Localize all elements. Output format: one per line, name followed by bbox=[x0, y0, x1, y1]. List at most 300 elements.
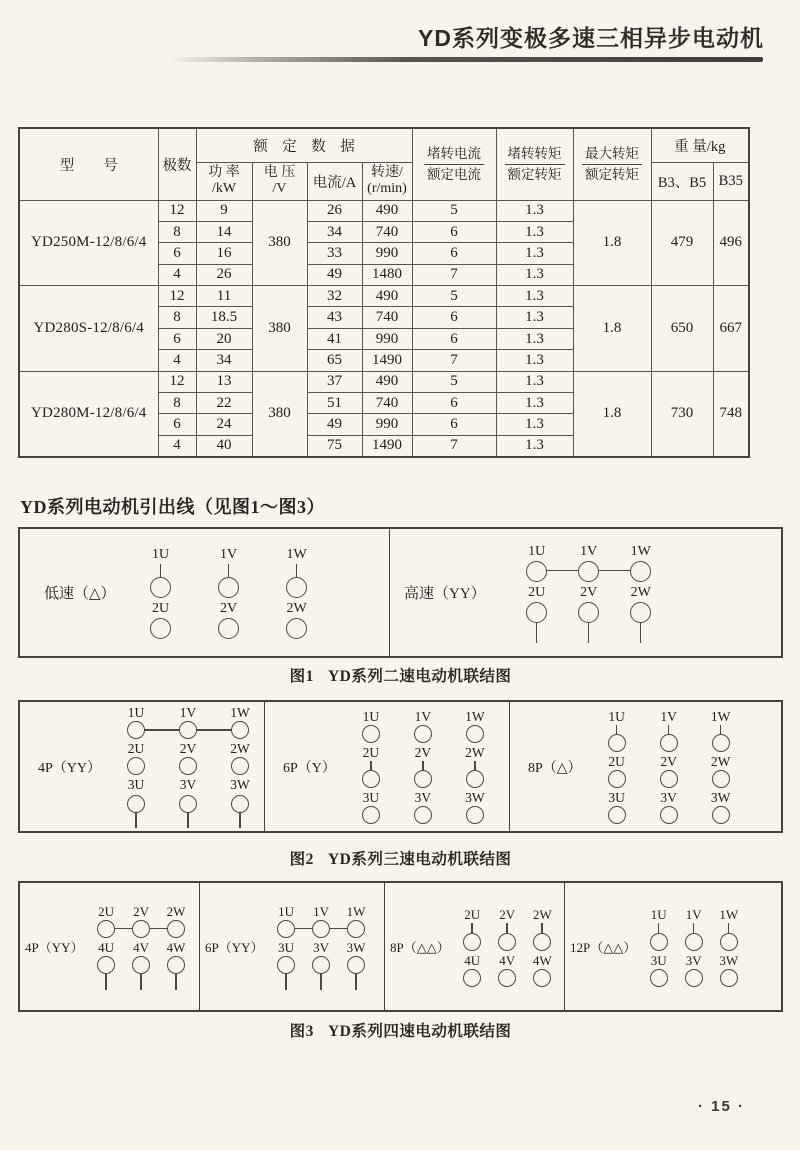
terminal-row bbox=[594, 790, 744, 824]
terminal-circle bbox=[231, 757, 249, 775]
locked-current-cell: 5 bbox=[412, 200, 496, 221]
terminal-circle bbox=[712, 806, 730, 824]
locked-torque-cell: 1.3 bbox=[496, 371, 573, 392]
speed-cell: 1490 bbox=[362, 350, 412, 371]
wire-tail-line bbox=[320, 974, 322, 990]
terminal-cell bbox=[452, 790, 498, 824]
terminal-cell bbox=[113, 741, 159, 775]
terminal-grid bbox=[113, 705, 263, 828]
current-cell: 41 bbox=[307, 328, 362, 349]
terminal-circle bbox=[167, 920, 185, 938]
terminal-label: 1U bbox=[362, 709, 380, 724]
terminal-cell bbox=[269, 940, 304, 990]
wire-leadin-line bbox=[616, 725, 618, 734]
figure-caption-2 bbox=[18, 847, 783, 869]
terminal-cell bbox=[400, 745, 446, 788]
poles-cell: 4 bbox=[158, 350, 196, 371]
locked-current-numerator: 堵转电流 bbox=[424, 145, 484, 165]
terminal-grid bbox=[455, 907, 560, 987]
terminal-circle bbox=[414, 725, 432, 743]
terminal-circle bbox=[167, 956, 185, 974]
terminal-cell bbox=[274, 546, 320, 598]
terminal-circle bbox=[712, 770, 730, 788]
section-title: YD系列电动机引出线（见图1～图3） bbox=[20, 497, 325, 517]
terminal-circle bbox=[312, 956, 330, 974]
terminal-circle bbox=[218, 577, 239, 598]
terminal-label: 2W bbox=[230, 741, 250, 756]
terminal-row bbox=[455, 953, 560, 987]
current-cell: 32 bbox=[307, 286, 362, 307]
terminal-circle bbox=[286, 577, 307, 598]
terminal-cell bbox=[641, 907, 676, 951]
terminal-label: 1V bbox=[219, 547, 238, 562]
terminal-circle bbox=[608, 770, 626, 788]
terminal-circle bbox=[533, 933, 551, 951]
col-header-speed: 转速/ (r/min) bbox=[362, 162, 412, 200]
terminal-circle bbox=[526, 602, 547, 623]
model-cell: YD280S-12/8/6/4 bbox=[19, 286, 158, 372]
col-header-rated-data: 额 定 数 据 bbox=[196, 128, 412, 162]
terminal-row bbox=[641, 907, 746, 951]
terminal-label: 2W bbox=[710, 754, 731, 769]
terminal-label: 4V bbox=[133, 939, 149, 955]
terminal-cell bbox=[400, 709, 446, 743]
terminal-circle bbox=[630, 602, 651, 623]
figure-panel bbox=[20, 529, 390, 656]
terminal-grid bbox=[514, 543, 664, 643]
figure-caption-number: 图1 bbox=[289, 668, 314, 685]
power-cell: 26 bbox=[196, 264, 252, 285]
terminal-row bbox=[89, 904, 194, 938]
terminal-label: 2V bbox=[580, 584, 598, 600]
terminal-label: 2V bbox=[414, 745, 432, 760]
speed-cell: 740 bbox=[362, 393, 412, 414]
terminal-label: 2V bbox=[219, 601, 238, 616]
locked-current-cell: 5 bbox=[412, 371, 496, 392]
terminal-label: 4W bbox=[532, 952, 552, 968]
power-cell: 34 bbox=[196, 350, 252, 371]
spec-table-body bbox=[19, 200, 749, 457]
figure-panel bbox=[20, 883, 200, 1010]
terminal-grid bbox=[594, 709, 744, 824]
col-header-voltage: 电 压 /V bbox=[252, 162, 307, 200]
terminal-label: 1W bbox=[465, 709, 485, 724]
col-header-weight: 重 量/kg bbox=[651, 128, 749, 162]
terminal-circle bbox=[660, 734, 678, 752]
terminal-cell bbox=[514, 584, 560, 643]
terminal-circle bbox=[414, 770, 432, 788]
model-cell: YD280M-12/8/6/4 bbox=[19, 371, 158, 457]
terminal-circle bbox=[132, 920, 150, 938]
speed-cell: 740 bbox=[362, 307, 412, 328]
terminal-circle bbox=[466, 770, 484, 788]
terminal-circle bbox=[312, 920, 330, 938]
terminal-cell bbox=[113, 705, 159, 739]
locked-current-cell: 6 bbox=[412, 393, 496, 414]
terminal-grid bbox=[269, 904, 374, 990]
panel-label: 4P（YY） bbox=[25, 940, 84, 955]
terminal-grid bbox=[641, 907, 746, 987]
spec-table-wrap bbox=[18, 127, 748, 458]
col-header-power: 功 率 /kW bbox=[196, 162, 252, 200]
wire-leadin-line bbox=[506, 923, 508, 933]
terminal-label: 1U bbox=[650, 906, 667, 922]
wire-tail-line bbox=[105, 974, 107, 990]
terminal-circle bbox=[630, 561, 651, 582]
terminal-cell bbox=[159, 904, 194, 938]
terminal-cell bbox=[89, 940, 124, 990]
terminal-cell bbox=[594, 790, 640, 824]
weight-b3b5-cell: 650 bbox=[651, 286, 713, 372]
spec-table bbox=[18, 127, 750, 458]
terminal-row bbox=[113, 777, 263, 828]
col-header-poles: 极数 bbox=[158, 128, 196, 200]
terminal-circle bbox=[578, 561, 599, 582]
terminal-row bbox=[113, 741, 263, 775]
terminal-label: 4U bbox=[464, 952, 481, 968]
terminal-label: 3W bbox=[346, 939, 366, 955]
wire-tail-line bbox=[588, 623, 590, 643]
terminal-cell bbox=[339, 904, 374, 938]
terminal-cell bbox=[490, 953, 525, 987]
terminal-label: 3W bbox=[230, 777, 250, 792]
speed-cell: 1490 bbox=[362, 435, 412, 456]
figure-caption-text: YD系列三速电动机联结图 bbox=[327, 851, 512, 868]
current-cell: 49 bbox=[307, 414, 362, 435]
poles-cell: 8 bbox=[158, 307, 196, 328]
locked-torque-denominator: 额定转矩 bbox=[507, 166, 562, 182]
speed-cell: 490 bbox=[362, 200, 412, 221]
wire-leadin-line bbox=[296, 564, 298, 577]
weight-b35-cell: 748 bbox=[713, 371, 749, 457]
terminal-cell bbox=[455, 953, 490, 987]
page-title: YD系列变极多速三相异步电动机 bbox=[418, 25, 764, 51]
terminal-row bbox=[348, 790, 498, 824]
terminal-cell bbox=[165, 705, 211, 739]
terminal-cell bbox=[217, 705, 263, 739]
panel-label: 12P（△△） bbox=[570, 940, 637, 955]
terminal-row bbox=[594, 709, 744, 752]
panel-label: 高速（YY） bbox=[404, 586, 486, 602]
wire-leadin-line bbox=[658, 923, 660, 933]
terminal-label: 3U bbox=[127, 777, 145, 792]
wire-leadin-line bbox=[422, 761, 424, 770]
terminal-label: 2W bbox=[532, 906, 552, 922]
terminal-circle bbox=[150, 618, 171, 639]
terminal-circle bbox=[526, 561, 547, 582]
terminal-label: 2U bbox=[608, 754, 625, 769]
power-cell: 14 bbox=[196, 221, 252, 242]
terminal-label: 4U bbox=[98, 939, 114, 955]
poles-cell: 4 bbox=[158, 435, 196, 456]
wire-tail-line bbox=[140, 974, 142, 990]
terminal-cell bbox=[618, 584, 664, 643]
terminal-label: 2W bbox=[630, 584, 651, 600]
terminal-label: 2U bbox=[464, 906, 481, 922]
terminal-circle bbox=[362, 806, 380, 824]
poles-cell: 6 bbox=[158, 243, 196, 264]
terminal-circle bbox=[650, 969, 668, 987]
current-cell: 37 bbox=[307, 371, 362, 392]
locked-current-cell: 6 bbox=[412, 414, 496, 435]
terminal-cell bbox=[646, 754, 692, 788]
terminal-label: 2V bbox=[660, 754, 677, 769]
wire-leadin-line bbox=[160, 564, 162, 577]
terminal-cell bbox=[165, 777, 211, 828]
terminal-cell bbox=[274, 600, 320, 639]
terminal-label: 2V bbox=[133, 903, 149, 919]
terminal-label: 1W bbox=[286, 547, 307, 562]
terminal-circle bbox=[720, 933, 738, 951]
terminal-label: 1V bbox=[685, 906, 702, 922]
terminal-cell bbox=[698, 709, 744, 752]
voltage-cell: 380 bbox=[252, 200, 307, 286]
weight-b35-cell: 496 bbox=[713, 200, 749, 286]
terminal-label: 1W bbox=[710, 709, 731, 724]
figure-panel bbox=[200, 883, 385, 1010]
terminal-circle bbox=[463, 933, 481, 951]
weight-b3b5-cell: 730 bbox=[651, 371, 713, 457]
locked-torque-cell: 1.3 bbox=[496, 286, 573, 307]
terminal-label: 1W bbox=[346, 903, 366, 919]
figure-caption-text: YD系列四速电动机联结图 bbox=[327, 1023, 512, 1040]
terminal-circle bbox=[150, 577, 171, 598]
terminal-label: 3U bbox=[278, 939, 294, 955]
poles-cell: 6 bbox=[158, 414, 196, 435]
wire-leadin-line bbox=[474, 761, 476, 770]
terminal-label: 2W bbox=[465, 745, 485, 760]
terminal-label: 2W bbox=[166, 903, 186, 919]
terminal-label: 2U bbox=[98, 903, 114, 919]
terminal-cell bbox=[452, 745, 498, 788]
wire-tail-line bbox=[355, 974, 357, 990]
terminal-cell bbox=[525, 907, 560, 951]
poles-cell: 4 bbox=[158, 264, 196, 285]
figure-panel bbox=[265, 702, 510, 831]
poles-cell: 12 bbox=[158, 200, 196, 221]
figure-caption-number: 图3 bbox=[289, 1023, 314, 1040]
terminal-cell bbox=[304, 940, 339, 990]
figure-panel bbox=[20, 702, 265, 831]
terminal-row bbox=[138, 546, 320, 598]
terminal-label: 3W bbox=[710, 790, 731, 805]
terminal-row bbox=[89, 940, 194, 990]
terminal-label: 3V bbox=[414, 790, 432, 805]
terminal-circle bbox=[347, 920, 365, 938]
locked-current-cell: 6 bbox=[412, 328, 496, 349]
terminal-cell bbox=[676, 907, 711, 951]
terminal-circle bbox=[286, 618, 307, 639]
power-cell: 20 bbox=[196, 328, 252, 349]
max-torque-denominator: 额定转矩 bbox=[585, 166, 639, 182]
power-cell: 16 bbox=[196, 243, 252, 264]
wire-leadin-line bbox=[471, 923, 473, 933]
terminal-cell bbox=[400, 790, 446, 824]
terminal-cell bbox=[348, 790, 394, 824]
header-divider-rule bbox=[168, 57, 763, 62]
terminal-circle bbox=[498, 933, 516, 951]
terminal-circle bbox=[712, 734, 730, 752]
voltage-cell: 380 bbox=[252, 371, 307, 457]
figure-caption-text: YD系列二速电动机联结图 bbox=[327, 668, 512, 685]
locked-torque-cell: 1.3 bbox=[496, 243, 573, 264]
terminal-cell bbox=[455, 907, 490, 951]
terminal-circle bbox=[533, 969, 551, 987]
current-cell: 65 bbox=[307, 350, 362, 371]
terminal-cell bbox=[566, 584, 612, 643]
terminal-label: 3W bbox=[465, 790, 485, 805]
terminal-circle bbox=[608, 806, 626, 824]
locked-torque-cell: 1.3 bbox=[496, 328, 573, 349]
locked-torque-cell: 1.3 bbox=[496, 393, 573, 414]
terminal-cell bbox=[698, 790, 744, 824]
terminal-label: 3V bbox=[179, 777, 197, 792]
wire-leadin-line bbox=[541, 923, 543, 933]
terminal-circle bbox=[498, 969, 516, 987]
poles-cell: 8 bbox=[158, 221, 196, 242]
col-header-locked-torque-ratio bbox=[496, 128, 573, 200]
figure-caption-number: 图2 bbox=[289, 851, 314, 868]
current-cell: 34 bbox=[307, 221, 362, 242]
terminal-cell bbox=[566, 543, 612, 582]
current-cell: 43 bbox=[307, 307, 362, 328]
terminal-circle bbox=[414, 806, 432, 824]
wire-tail-line bbox=[285, 974, 287, 990]
col-header-b3b5: B3、B5 bbox=[651, 162, 713, 200]
weight-b35-cell: 667 bbox=[713, 286, 749, 372]
locked-current-cell: 7 bbox=[412, 264, 496, 285]
terminal-cell bbox=[269, 904, 304, 938]
figure-panel bbox=[565, 883, 781, 1010]
power-cell: 9 bbox=[196, 200, 252, 221]
terminal-circle bbox=[466, 725, 484, 743]
locked-current-cell: 6 bbox=[412, 307, 496, 328]
speed-cell: 990 bbox=[362, 243, 412, 264]
terminal-circle bbox=[97, 920, 115, 938]
terminal-circle bbox=[127, 795, 145, 813]
terminal-cell bbox=[206, 600, 252, 639]
terminal-grid bbox=[138, 546, 320, 639]
col-header-max-torque-ratio bbox=[573, 128, 651, 200]
figure-caption-1 bbox=[18, 664, 783, 686]
locked-current-cell: 6 bbox=[412, 221, 496, 242]
terminal-circle bbox=[660, 770, 678, 788]
locked-torque-cell: 1.3 bbox=[496, 221, 573, 242]
terminal-circle bbox=[650, 933, 668, 951]
speed-cell: 990 bbox=[362, 328, 412, 349]
terminal-cell bbox=[348, 745, 394, 788]
locked-torque-cell: 1.3 bbox=[496, 264, 573, 285]
panel-label: 低速（△） bbox=[44, 586, 116, 602]
max-torque-cell: 1.8 bbox=[573, 200, 651, 286]
terminal-cell bbox=[514, 543, 560, 582]
current-cell: 51 bbox=[307, 393, 362, 414]
speed-cell: 490 bbox=[362, 286, 412, 307]
terminal-cell bbox=[618, 543, 664, 582]
terminal-circle bbox=[127, 721, 145, 739]
page-number: · 15 · bbox=[698, 1098, 746, 1115]
terminal-label: 2W bbox=[286, 601, 307, 616]
terminal-cell bbox=[348, 709, 394, 743]
max-torque-cell: 1.8 bbox=[573, 286, 651, 372]
terminal-grid bbox=[348, 709, 498, 824]
wire-leadin-line bbox=[728, 923, 730, 933]
terminal-circle bbox=[685, 933, 703, 951]
wire-leadin-line bbox=[668, 725, 670, 734]
col-header-current: 电流/A bbox=[307, 162, 362, 200]
col-header-b35: B35 bbox=[713, 162, 749, 200]
terminal-cell bbox=[698, 754, 744, 788]
terminal-row bbox=[348, 709, 498, 743]
max-torque-numerator: 最大转矩 bbox=[582, 145, 642, 165]
terminal-cell bbox=[206, 546, 252, 598]
wire-tail-line bbox=[187, 813, 189, 828]
terminal-cell bbox=[124, 904, 159, 938]
terminal-circle bbox=[362, 770, 380, 788]
terminal-circle bbox=[347, 956, 365, 974]
terminal-label: 1V bbox=[313, 903, 329, 919]
locked-current-cell: 5 bbox=[412, 286, 496, 307]
terminal-circle bbox=[685, 969, 703, 987]
terminal-circle bbox=[231, 795, 249, 813]
terminal-row bbox=[113, 705, 263, 739]
terminal-label: 1U bbox=[127, 705, 145, 720]
figure-caption-3 bbox=[18, 1019, 783, 1041]
terminal-label: 1V bbox=[179, 705, 197, 720]
terminal-cell bbox=[339, 940, 374, 990]
terminal-circle bbox=[179, 795, 197, 813]
power-cell: 22 bbox=[196, 393, 252, 414]
terminal-cell bbox=[89, 904, 124, 938]
poles-cell: 6 bbox=[158, 328, 196, 349]
terminal-row bbox=[514, 543, 664, 582]
terminal-label: 1U bbox=[278, 903, 294, 919]
terminal-cell bbox=[113, 777, 159, 828]
poles-cell: 12 bbox=[158, 371, 196, 392]
terminal-circle bbox=[132, 956, 150, 974]
terminal-label: 1W bbox=[719, 906, 739, 922]
terminal-cell bbox=[304, 904, 339, 938]
wire-tail-line bbox=[239, 813, 241, 828]
locked-torque-cell: 1.3 bbox=[496, 350, 573, 371]
terminal-label: 3U bbox=[650, 952, 667, 968]
speed-cell: 990 bbox=[362, 414, 412, 435]
terminal-cell bbox=[165, 741, 211, 775]
figure-panel bbox=[390, 529, 781, 656]
locked-current-denominator: 额定电流 bbox=[427, 166, 481, 182]
locked-torque-cell: 1.3 bbox=[496, 200, 573, 221]
spec-table-row bbox=[19, 200, 749, 221]
terminal-grid bbox=[89, 904, 194, 990]
speed-cell: 740 bbox=[362, 221, 412, 242]
terminal-cell bbox=[138, 546, 184, 598]
terminal-label: 3W bbox=[719, 952, 739, 968]
terminal-label: 2U bbox=[151, 601, 170, 616]
locked-current-cell: 7 bbox=[412, 350, 496, 371]
terminal-cell bbox=[490, 907, 525, 951]
terminal-cell bbox=[646, 790, 692, 824]
poles-cell: 8 bbox=[158, 393, 196, 414]
terminal-row bbox=[269, 904, 374, 938]
figure-box-3 bbox=[18, 881, 783, 1012]
wire-tail-line bbox=[175, 974, 177, 990]
locked-current-cell: 7 bbox=[412, 435, 496, 456]
locked-current-cell: 6 bbox=[412, 243, 496, 264]
terminal-row bbox=[514, 584, 664, 643]
terminal-label: 1W bbox=[630, 543, 651, 559]
terminal-label: 1U bbox=[528, 543, 546, 559]
power-cell: 18.5 bbox=[196, 307, 252, 328]
